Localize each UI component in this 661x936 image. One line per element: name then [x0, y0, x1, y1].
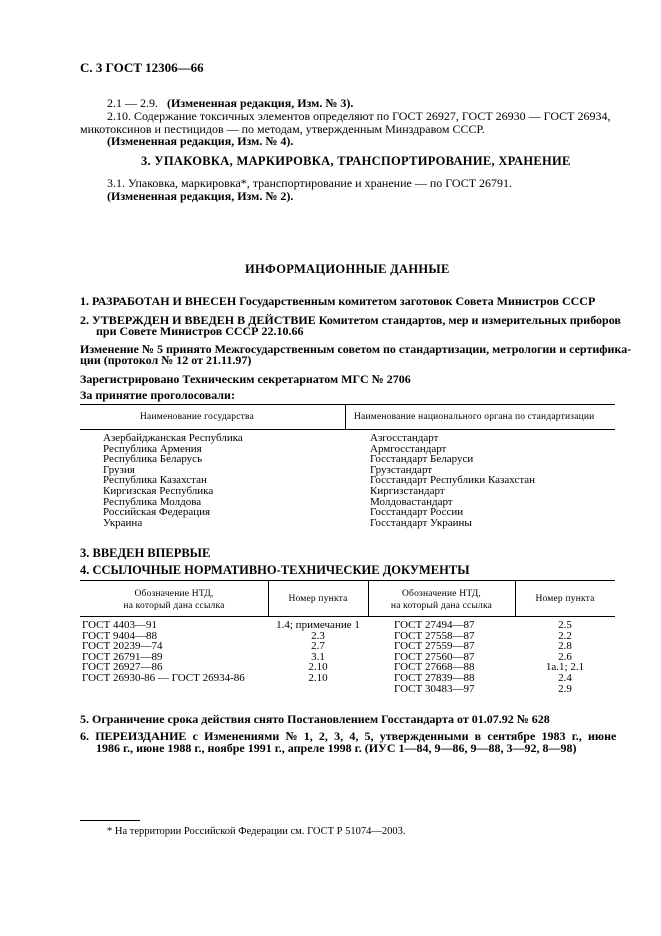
ref-clause: 2.10: [308, 661, 328, 674]
footnote: * На территории Российской Федерации см. ГОСТ Р 51074—2003.: [107, 826, 406, 837]
info-item-2-text: Комитетом стандартов, мер и измерительных приборов: [318, 313, 621, 327]
ref-document: ГОСТ 30483—97: [394, 682, 475, 695]
footnote-rule: [80, 820, 140, 821]
info-item-1-text: Государственным комитетом заготовок Совета Министров СССР: [239, 294, 596, 308]
info-item-2-label: 2. УТВЕРЖДЕН И ВВЕДЕН В ДЕЙСТВИЕ: [80, 313, 316, 327]
ref-clause: 1.4; примечание 1: [276, 619, 360, 631]
state-name: Республика Беларусь: [103, 453, 203, 466]
ref-document: ГОСТ 26927—86: [82, 661, 163, 674]
states-table-col1-header: Наименование государства: [140, 412, 254, 422]
refs-header-clause-right: Номер пункта: [535, 594, 595, 604]
para-2-10-line1: 2.10. Содержание токсичных элементов определяют по ГОСТ 26927, ГОСТ 26930 — ГОСТ 26934,: [107, 109, 611, 123]
amendment-note: (Измененная редакция, Изм. № 3).: [167, 96, 354, 110]
ref-clause: 2.8: [558, 640, 572, 653]
standards-body-name: Молдовастандарт: [370, 495, 453, 508]
state-name: Украина: [103, 516, 143, 529]
info-item-2-text-cont: при Совете Министров СССР 22.10.66: [96, 324, 304, 338]
refs-right-docs: [394, 620, 474, 694]
state-name: Республика Казахстан: [103, 474, 207, 487]
refs-header-ntd-left: Обозначение НТД, на который дана ссылка: [123, 589, 225, 611]
section-6-line2: 1986 г., июне 1988 г., ноябре 1991 г., апреле 1998 г. (ИУС 1—84, 9—86, 9—88, 3—92, 8—98): [96, 741, 577, 755]
ref-document: ГОСТ 9404—88: [82, 629, 157, 642]
ref-document: ГОСТ 20239—74: [82, 640, 163, 653]
ref-clause: 3.1: [311, 650, 325, 663]
standards-body-name: Госстандарт Беларуси: [370, 453, 474, 466]
ref-document: ГОСТ 4403—91: [82, 619, 157, 631]
info-item-1: [80, 294, 595, 308]
ref-clause: 2.10: [308, 671, 328, 684]
state-name: Республика Армения: [103, 442, 202, 455]
standards-body-name: Госстандарт Республики Казахстан: [370, 474, 536, 487]
ref-clause: 2.3: [311, 629, 325, 642]
ref-clause: 2.4: [558, 671, 572, 684]
amendment-note: (Измененная редакция, Изм. № 4).: [107, 134, 294, 148]
standards-body-name: Киргизстандарт: [370, 484, 445, 497]
registered-note: Зарегистрировано Техническим секретариатом МГС № 2706: [80, 372, 411, 386]
section-6-line1: 6. ПЕРЕИЗДАНИЕ с Изменениями № 1, 2, 3, 4, 5, утвержденными в сентябре 1983 г., июне: [80, 729, 617, 743]
standards-bodies-list: [370, 433, 535, 528]
info-item-1-label: 1. РАЗРАБОТАН И ВНЕСЕН: [80, 294, 237, 308]
state-name: Азербайджанская Республика: [103, 432, 243, 444]
refs-right-clauses: [515, 620, 615, 694]
ref-document: ГОСТ 26791—89: [82, 650, 163, 663]
para-3-1: 3.1. Упаковка, маркировка*, транспортирование и хранение — по ГОСТ 26791.: [107, 176, 513, 190]
state-name: Российская Федерация: [103, 506, 211, 519]
state-name: Киргизская Республика: [103, 484, 214, 497]
ref-clause: 1а.1; 2.1: [545, 661, 585, 674]
states-table-col2-header: Наименование национального органа по стандартизации: [354, 412, 595, 422]
standards-body-name: Госстандарт России: [370, 506, 464, 519]
para-number: 2.1 — 2.9.: [107, 96, 158, 110]
refs-left-docs: [82, 620, 245, 684]
standards-body-name: Азгосстандарт: [370, 432, 439, 444]
ref-document: ГОСТ 27558—87: [394, 629, 475, 642]
refs-header-clause-left: Номер пункта: [288, 594, 348, 604]
standards-body-name: Грузстандарт: [370, 463, 433, 476]
ref-clause: 2.6: [558, 650, 572, 663]
amendment-note: (Измененная редакция, Изм. № 2).: [107, 189, 294, 203]
refs-header-ntd-right: Обозначение НТД, на который дана ссылка: [390, 589, 493, 611]
para-2-10-line2: микотоксинов и пестицидов — по методам, утвержденным Минздравом СССР.: [80, 122, 485, 136]
ref-clause: 2.9: [558, 682, 572, 695]
change-note-line1: Изменение № 5 принято Межгосударственным советом по стандартизации, метрологии и сертифика-: [80, 342, 632, 356]
change-note-line2: ции (протокол № 12 от 21.11.97): [80, 353, 252, 367]
section-first-introduced: 3. ВВЕДЕН ВПЕРВЫЕ: [80, 546, 211, 560]
state-name: Грузия: [103, 463, 135, 476]
ref-document: ГОСТ 27839—88: [394, 671, 475, 684]
ref-document: ГОСТ 27494—87: [394, 619, 475, 631]
standards-body-name: Армгосстандарт: [370, 442, 447, 455]
ref-document: ГОСТ 26930-86 — ГОСТ 26934-86: [82, 671, 245, 684]
states-list: [103, 433, 243, 528]
ref-document: ГОСТ 27560—87: [394, 650, 475, 663]
ref-clause: 2.2: [558, 629, 572, 642]
ref-clause: 2.7: [311, 640, 325, 653]
section-refs-heading: 4. ССЫЛОЧНЫЕ НОРМАТИВНО-ТЕХНИЧЕСКИЕ ДОКУМЕНТЫ: [80, 563, 470, 577]
section-3-heading: 3. УПАКОВКА, МАРКИРОВКА, ТРАНСПОРТИРОВАНИЕ, ХРАНЕНИЕ: [141, 154, 571, 168]
state-name: Республика Молдова: [103, 495, 202, 508]
info-heading: ИНФОРМАЦИОННЫЕ ДАННЫЕ: [245, 262, 450, 276]
ref-clause: 2.5: [558, 619, 572, 631]
section-5: 5. Ограничение срока действия снято Постановлением Госстандарта от 01.07.92 № 628: [80, 712, 550, 726]
para-2-1-2-9: [107, 96, 353, 110]
voted-note: За принятие проголосовали:: [80, 388, 235, 402]
standards-body-name: Госстандарт Украины: [370, 516, 472, 529]
ref-document: ГОСТ 27668—88: [394, 661, 475, 674]
refs-left-clauses: [270, 620, 366, 684]
page-title: С. 3 ГОСТ 12306—66: [80, 60, 204, 75]
ref-document: ГОСТ 27559—87: [394, 640, 475, 653]
